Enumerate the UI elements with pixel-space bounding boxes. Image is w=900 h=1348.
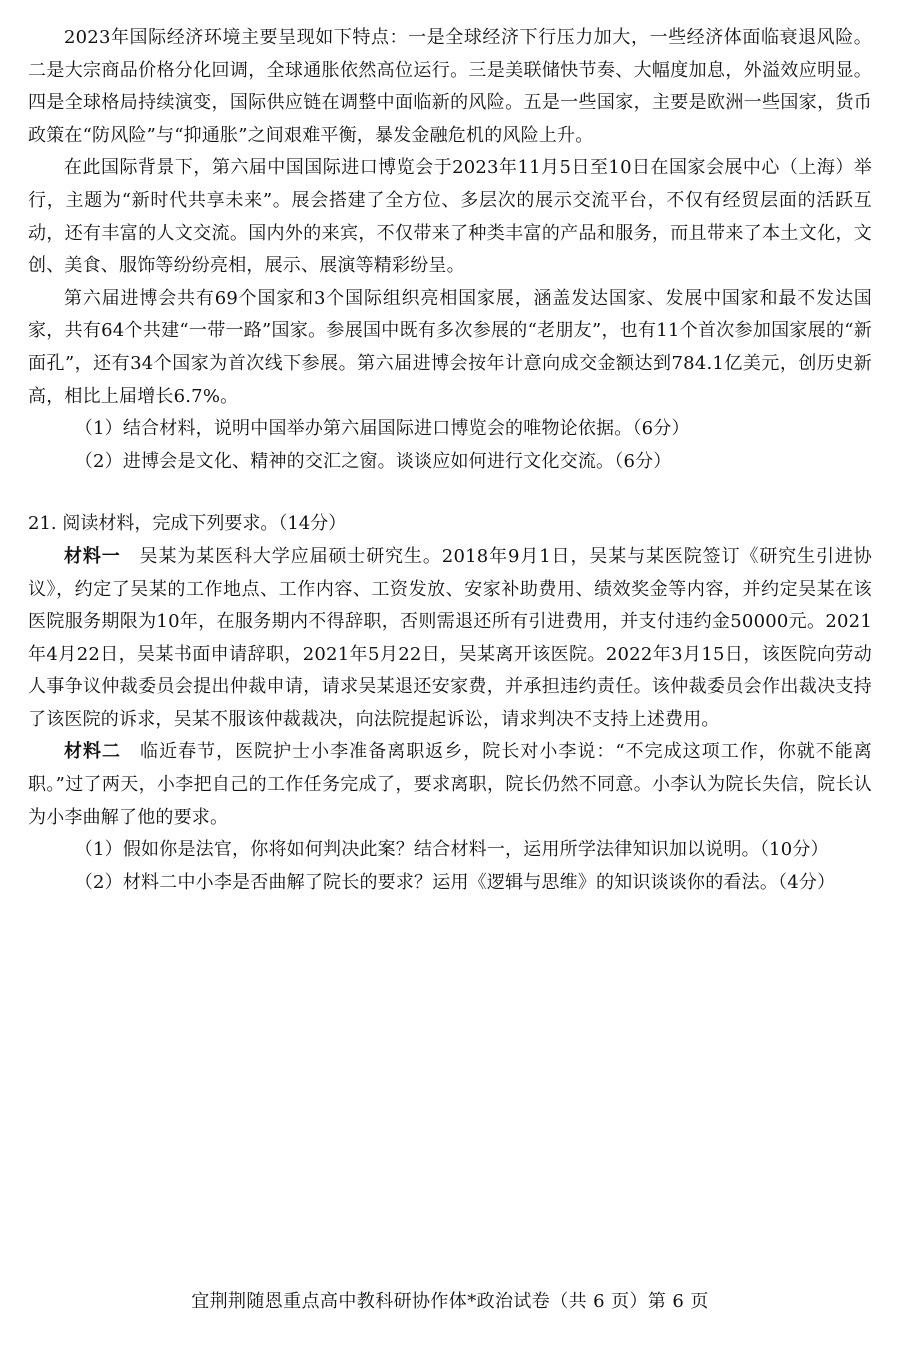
- material-1-label: 材料一: [64, 545, 121, 567]
- material-2-text: 临近春节，医院护士小李准备离职返乡，院长对小李说：“不完成这项工作，你就不能离职。”过了两天，小李把自己的工作任务完成了，要求离职，院长仍然不同意。小李认为院长失信，院长认为小李曲解了他的要求。: [28, 741, 872, 828]
- material-2: [28, 736, 872, 834]
- question-21-heading: 21. 阅读材料，完成下列要求。（14分）: [28, 513, 347, 535]
- exam-page: [28, 22, 872, 899]
- material-2-label: 材料二: [64, 741, 122, 763]
- background-paragraph-1: 2023年国际经济环境主要呈现如下特点：一是全球经济下行压力加大，一些经济体面临衰退风险。二是大宗商品价格分化回调，全球通胀依然高位运行。三是美联储快节奏、大幅度加息，外溢效应明显。四是全球格局持续演变，国际供应链在调整中面临新的风险。五是一些国家，主要是欧洲一些国家，货币政策在“防风险”与“抑通胀”之间艰难平衡，暴发金融危机的风险上升。: [28, 27, 872, 146]
- question-21-2: （2）材料二中小李是否曲解了院长的要求？运用《逻辑与思维》的知识谈谈你的看法。（4分）: [74, 871, 836, 893]
- page-footer: 宜荆荆随恩重点高中教科研协作体*政治试卷（共 6 页）第 6 页: [191, 1291, 709, 1312]
- question-20-2: （2）进博会是文化、精神的交汇之窗。谈谈应如何进行文化交流。（6分）: [74, 450, 672, 472]
- question-20-1: （1）结合材料，说明中国举办第六届国际进口博览会的唯物论依据。（6分）: [74, 418, 690, 440]
- question-21-1: （1）假如你是法官，你将如何判决此案？结合材料一，运用所学法律知识加以说明。（10分）: [74, 839, 829, 861]
- material-1-text: 吴某为某医科大学应届硕士研究生。2018年9月1日，吴某与某医院签订《研究生引进协议》，约定了吴某的工作地点、工作内容、工资发放、安家补助费用、绩效奖金等内容，并约定吴某在该医院服务期限为10年，在服务期内不得辞职，否则需退还所有引进费用，并支付违约金50000元。2021年4月22日，吴某书面申请辞职，2021年5月22日，吴某离开该医院。2022年3月15日，该医院向劳动人事争议仲裁委员会提出仲裁申请，请求吴某退还安家费，并承担违约责任。该仲裁委员会作出裁决支持了该医院的诉求，吴某不服该仲裁裁决，向法院提起诉讼，请求判决不支持上述费用。: [28, 545, 872, 730]
- background-paragraph-3: 第六届进博会共有69个国家和3个国际组织亮相国家展，涵盖发达国家、发展中国家和最不发达国家，共有64个共建“一带一路”国家。参展国中既有多次参展的“老朋友”，也有11个首次参加国家展的“新面孔”，还有34个国家为首次线下参展。第六届进博会按年计意向成交金额达到784.1亿美元，创历史新高，相比上届增长6.7%。: [28, 287, 872, 407]
- material-1: [28, 541, 872, 737]
- background-paragraph-2: 在此国际背景下，第六届中国国际进口博览会于2023年11月5日至10日在国家会展中心（上海）举行，主题为“新时代共享未来”。展会搭建了全方位、多层次的展示交流平台，不仅有经贸层面的活跃互动，还有丰富的人文交流。国内外的来宾，不仅带来了种类丰富的产品和服务，而且带来了本土文化，文创、美食、服饰等纷纷亮相，展示、展演等精彩纷呈。: [28, 157, 872, 277]
